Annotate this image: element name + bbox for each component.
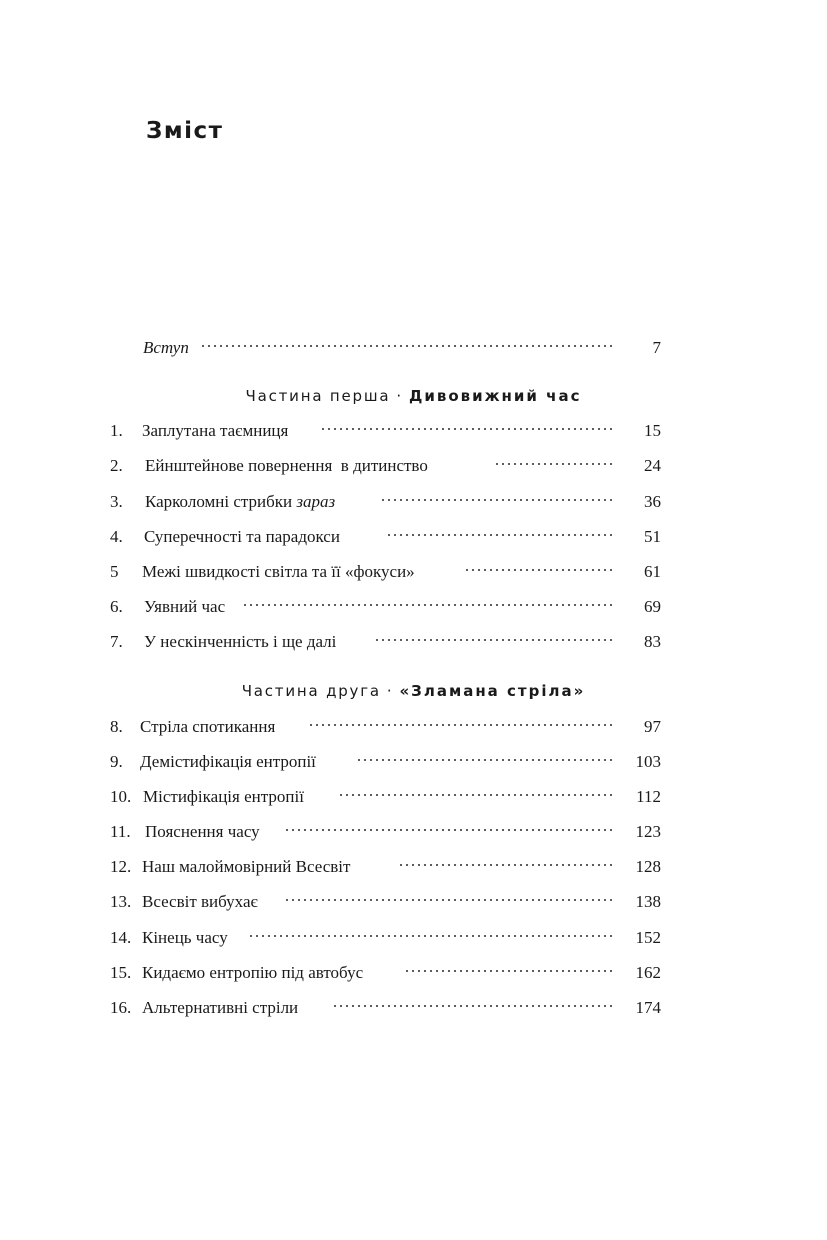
dot-leader <box>308 722 614 728</box>
dot-leader <box>286 897 614 903</box>
toc-page-number: 51 <box>644 527 661 546</box>
chapter-number: 13. <box>110 892 132 911</box>
toc-entry-label: Стріла спотикання <box>140 717 276 736</box>
dot-leader <box>378 497 614 503</box>
dot-leader <box>464 567 614 573</box>
dot-leader <box>250 933 614 939</box>
toc-entry-chapter-6[interactable] <box>0 595 827 619</box>
toc-entry-label: Кидаємо ентропію під автобус <box>142 963 364 982</box>
toc-entry-chapter-3[interactable] <box>0 490 827 514</box>
toc-page-number: 15 <box>644 421 661 440</box>
toc-entry-chapter-13[interactable] <box>0 890 827 914</box>
toc-entry-chapter-2[interactable] <box>0 454 827 478</box>
toc-entry-chapter-15[interactable] <box>0 961 827 985</box>
dot-leader <box>396 862 614 868</box>
chapter-number: 5 <box>110 562 119 581</box>
toc-entry-chapter-8[interactable] <box>0 715 827 739</box>
dot-leader <box>334 1003 614 1009</box>
dot-leader <box>340 792 614 798</box>
toc-entry-label-emphasis: зараз <box>296 492 336 511</box>
toc-page-number: 61 <box>644 562 661 581</box>
dot-leader <box>284 827 614 833</box>
part-separator: · <box>386 682 394 700</box>
toc-page-number: 36 <box>644 492 661 511</box>
toc-entry-chapter-1[interactable] <box>0 419 827 443</box>
toc-entry-label: Містифікація ентропії <box>143 787 304 806</box>
part-name: Дивовижний час <box>408 387 582 405</box>
chapter-number: 1. <box>110 421 123 440</box>
part-name: «Зламана стріла» <box>399 682 586 700</box>
toc-page-number: 112 <box>636 787 661 806</box>
toc-entry-label: Всесвіт вибухає <box>142 892 258 911</box>
toc-entry-chapter-14[interactable] <box>0 926 827 950</box>
chapter-number: 12. <box>110 857 132 876</box>
toc-page-number: 128 <box>635 857 661 876</box>
toc-page-number: 174 <box>635 998 661 1017</box>
toc-entry-label-text: Карколомні стрибки <box>145 492 297 511</box>
toc-entry-intro[interactable] <box>0 336 827 360</box>
toc-entry-label: Кінець часу <box>142 928 228 947</box>
toc-page-number: 97 <box>644 717 661 736</box>
dot-leader <box>201 343 614 349</box>
chapter-number: 6. <box>110 597 123 616</box>
dot-leader <box>322 426 614 432</box>
toc-entry-chapter-7[interactable] <box>0 630 827 654</box>
part-heading-2 <box>0 680 827 702</box>
chapter-number: 11. <box>110 822 131 841</box>
dot-leader <box>356 757 614 763</box>
toc-page-number: 24 <box>644 456 661 475</box>
toc-entry-label: Вступ <box>143 338 189 357</box>
toc-entry-label: Пояснення часу <box>145 822 260 841</box>
dot-leader <box>492 461 614 467</box>
toc-page-number: 138 <box>635 892 661 911</box>
toc-entry-chapter-16[interactable] <box>0 996 827 1020</box>
toc-page-number: 103 <box>635 752 661 771</box>
part-heading-1 <box>0 385 827 407</box>
chapter-number: 10. <box>110 787 132 806</box>
chapter-number: 2. <box>110 456 123 475</box>
toc-page-number: 7 <box>652 338 661 357</box>
toc-entry-label: У нескінченність і ще далі <box>144 632 337 651</box>
dot-leader <box>372 637 614 643</box>
part-separator: · <box>396 387 403 405</box>
part-prefix: Частина друга <box>241 682 381 700</box>
toc-page-number: 152 <box>635 928 661 947</box>
toc-entry-chapter-4[interactable] <box>0 525 827 549</box>
toc-page-number: 162 <box>635 963 661 982</box>
chapter-number: 7. <box>110 632 123 651</box>
chapter-number: 3. <box>110 492 123 511</box>
toc-entry-label <box>145 490 335 514</box>
chapter-number: 15. <box>110 963 132 982</box>
toc-entry-chapter-9[interactable] <box>0 750 827 774</box>
toc-page-number: 69 <box>644 597 661 616</box>
page-title: Зміст <box>146 118 224 144</box>
chapter-number: 16. <box>110 998 132 1017</box>
toc-entry-label: Демістифікація ентропії <box>140 752 316 771</box>
dot-leader <box>243 602 614 608</box>
toc-entry-chapter-5[interactable] <box>0 560 827 584</box>
chapter-number: 9. <box>110 752 123 771</box>
toc-entry-chapter-12[interactable] <box>0 855 827 879</box>
toc-page-number: 123 <box>635 822 661 841</box>
toc-entry-chapter-10[interactable] <box>0 785 827 809</box>
toc-entry-label: Ейнштейнове повернення в дитинство <box>145 456 428 475</box>
chapter-number: 14. <box>110 928 132 947</box>
toc-entry-label: Межі швидкості світла та її «фокуси» <box>142 562 415 581</box>
toc-entry-label: Суперечності та парадокси <box>144 527 340 546</box>
dot-leader <box>386 532 614 538</box>
toc-page-number: 83 <box>644 632 661 651</box>
toc-entry-label: Альтернативні стріли <box>142 998 299 1017</box>
toc-entry-chapter-11[interactable] <box>0 820 827 844</box>
dot-leader <box>406 968 614 974</box>
part-prefix: Частина перша <box>245 387 391 405</box>
toc-entry-label: Уявний час <box>144 597 226 616</box>
chapter-number: 8. <box>110 717 123 736</box>
chapter-number: 4. <box>110 527 123 546</box>
toc-entry-label: Заплутана таємниця <box>142 421 289 440</box>
toc-entry-label: Наш малоймовірний Всесвіт <box>142 857 351 876</box>
